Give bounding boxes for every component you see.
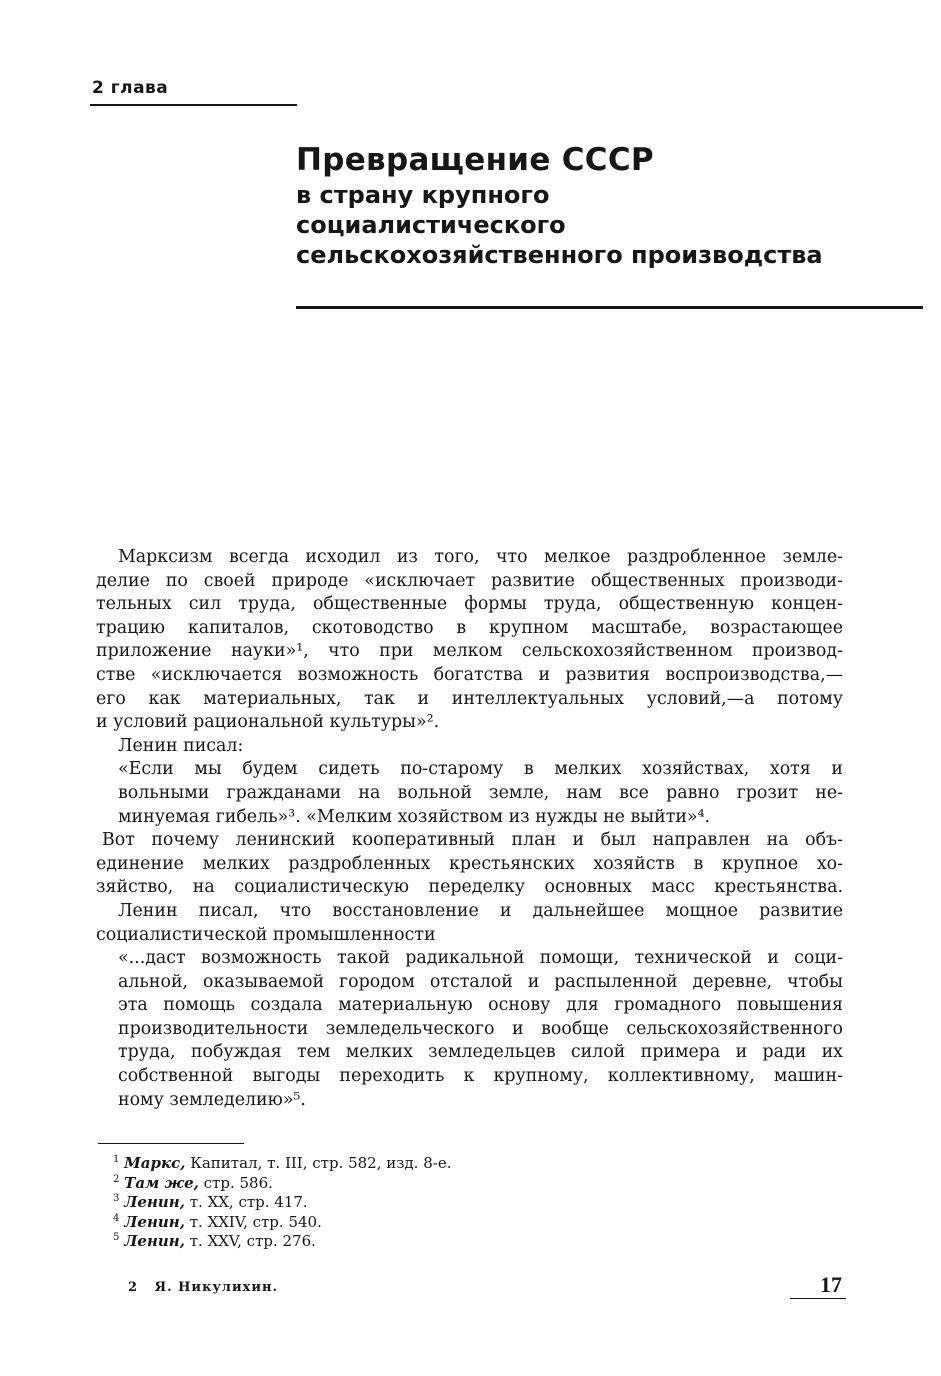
header-rule xyxy=(90,104,297,106)
footnote: $^3$ Ленин, т. XX, стр. 417. xyxy=(113,1193,308,1212)
quote-line: производительности земледельческого и вообще сельскохозяйственного xyxy=(118,1018,843,1039)
body-line: единение мелких раздробленных крестьянских хозяйств в крупное хо- xyxy=(96,853,843,874)
quote-line: альной, оказываемой городом отсталой и распыленной деревне, чтобы xyxy=(118,971,843,992)
quote-line: труда, побуждая тем мелких земледельцев силой примера и ради их xyxy=(118,1042,843,1063)
body-line: его как материальных, так и интеллектуальных условий,—а потому xyxy=(96,688,843,709)
title-rule xyxy=(296,306,923,309)
body-line: зяйство, на социалистическую переделку основных масс крестьянства. xyxy=(96,877,843,898)
title-line-1: Превращение СССР xyxy=(296,142,654,178)
footnote: $^1$ Маркс, Капитал, т. III, стр. 582, изд. 8-е. xyxy=(113,1154,452,1172)
quote-line: собственной выгоды переходить к крупному, коллективному, машин- xyxy=(118,1066,843,1087)
quote-line: минуемая гибель»³. «Мелким хозяйством из нужды не выйти»⁴. xyxy=(118,806,711,827)
footnote: $^2$ Там же, стр. 586. xyxy=(113,1173,273,1192)
page-number: 17 xyxy=(820,1272,842,1297)
body-line: стве «исключается возможность богатства и развития воспроизводства,— xyxy=(96,664,843,685)
body-line: трацию капиталов, скотоводство в крупном масштабе, возрастающее xyxy=(96,617,843,638)
quote-line: ному земледелию»⁵. xyxy=(118,1089,306,1110)
title-line-3: социалистического xyxy=(296,211,566,239)
footnote: $^5$ Ленин, т. XXV, стр. 276. xyxy=(113,1232,316,1251)
body-line: и условий рациональной культуры»². xyxy=(96,712,440,733)
title-line-4: сельскохозяйственного производства xyxy=(296,241,823,269)
body-line: приложение науки»¹, что при мелком сельскохозяйственном производ- xyxy=(96,641,843,662)
body-text xyxy=(96,546,843,1112)
quote-line: «...даст возможность такой радикальной помощи, технической и соци- xyxy=(118,948,843,969)
title-line-2: в страну крупного xyxy=(296,181,550,209)
chapter-title xyxy=(296,140,936,270)
body-line: делие по своей природе «исключает развитие общественных производи- xyxy=(96,570,843,591)
footnote-rule xyxy=(98,1143,244,1144)
footnotes xyxy=(113,1154,451,1252)
body-line: Вот почему ленинский кооперативный план и был направлен на объ- xyxy=(102,830,843,851)
body-line: Ленин писал, что восстановление и дальнейшее мощное развитие xyxy=(118,900,843,921)
body-line: Ленин писал: xyxy=(118,735,244,756)
body-line: Марксизм всегда исходил из того, что мелкое раздробленное земле- xyxy=(118,547,843,567)
body-line: социалистической промышленности xyxy=(96,924,436,945)
footnote: $^4$ Ленин, т. XXIV, стр. 540. xyxy=(113,1212,322,1231)
chapter-label: 2 глава xyxy=(92,78,169,98)
body-line: тельных сил труда, общественные формы труда, общественную концен- xyxy=(96,594,843,615)
quote-line: вольными гражданами на вольной земле, нам все равно грозит не- xyxy=(118,782,843,803)
quote-line: «Если мы будем сидеть по-старому в мелких хозяйствах, хотя и xyxy=(118,759,843,780)
page-number-rule xyxy=(790,1298,846,1299)
printer-signature: 2 Я. Никулихин. xyxy=(128,1280,279,1295)
quote-line: эта помощь создала материальную основу для громадного повышения xyxy=(118,995,843,1016)
